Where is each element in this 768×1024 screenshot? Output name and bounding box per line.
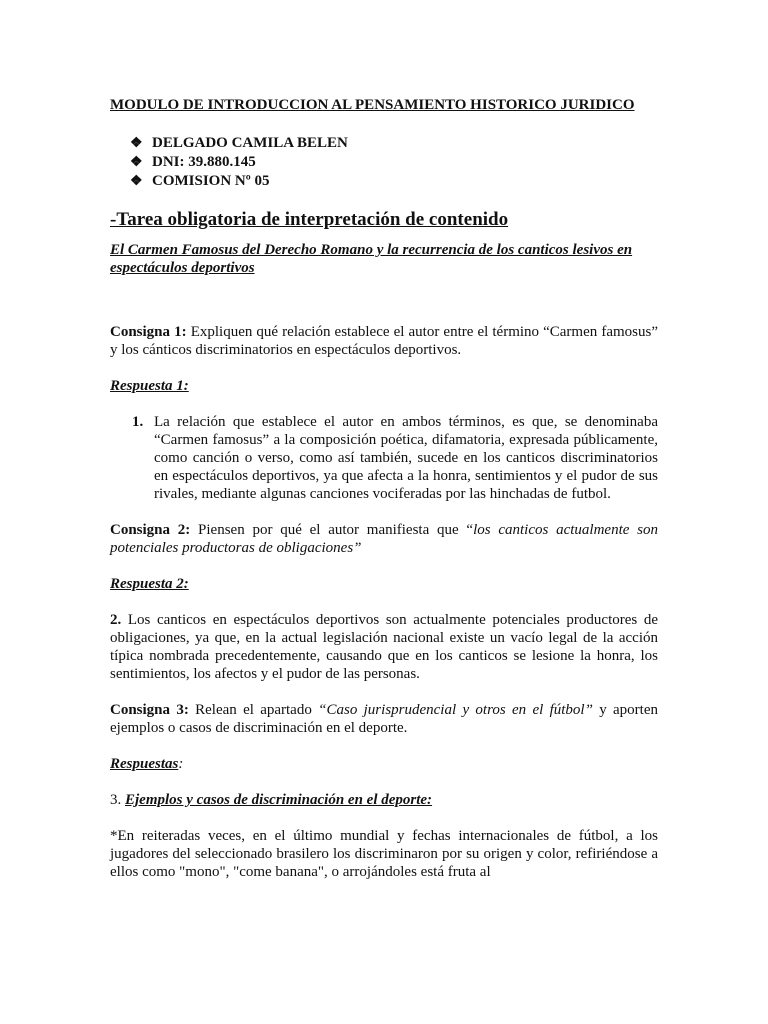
respuestas-colon: : xyxy=(178,756,184,772)
respuesta-2-label: Respuesta 2: xyxy=(110,576,189,592)
consigna-1-label: Consigna 1: xyxy=(110,324,187,340)
student-info-list xyxy=(130,134,658,191)
student-comision-text: COMISION Nº 05 xyxy=(152,173,270,189)
ejemplos-number: 3. xyxy=(110,792,125,808)
respuesta-1 xyxy=(132,413,658,503)
task-subtitle: El Carmen Famosus del Derecho Romano y la recurrencia de los canticos lesivos en espectáculos deportivos xyxy=(110,242,633,276)
student-dni xyxy=(130,153,658,172)
consigna-3-text-before: Relean el apartado xyxy=(188,702,319,718)
ejemplos-title: Ejemplos y casos de discriminación en el deporte: xyxy=(125,792,433,808)
respuesta-2-number: 2. xyxy=(110,612,122,628)
consigna-3-quote: “Caso jurisprudencial y otros en el fútbol” xyxy=(318,702,593,718)
consigna-2 xyxy=(110,521,658,557)
diamond-bullet-icon: ❖ xyxy=(130,136,143,151)
document-content xyxy=(110,96,658,881)
consigna-3 xyxy=(110,701,658,737)
student-comision xyxy=(130,172,658,191)
consigna-1-text: Expliquen qué relación establece el autor entre el término “Carmen famosus” y los cánticos discriminatorios en espectáculos deportivos. xyxy=(110,324,658,358)
respuesta-1-label: Respuesta 1: xyxy=(110,378,189,394)
respuestas-heading xyxy=(110,755,658,773)
ejemplos-heading xyxy=(110,791,658,809)
ejemplo-1: *En reiteradas veces, en el último mundial y fechas internacionales de fútbol, a los jugadores del seleccionado brasilero los discriminaron por su origen y color, refiriéndose a ellos como "mono", "come banana", o arrojándoles está fruta al xyxy=(110,828,658,880)
respuesta-1-text: La relación que establece el autor en ambos términos, es que, se denominaba “Carmen famosus” a la composición poética, difamatoria, expresada públicamente, como canción o verso, como así también, sucede en los canticos discriminatorios en espectáculos deportivos, ya que afecta a la honra, sentimientos y el pudor de sus rivales, mediante algunas canciones vociferadas por las hinchadas de futbol. xyxy=(154,414,658,502)
diamond-bullet-icon: ❖ xyxy=(130,174,143,189)
student-name-text: DELGADO CAMILA BELEN xyxy=(152,135,348,151)
consigna-3-label: Consigna 3: xyxy=(110,702,189,718)
student-name xyxy=(130,134,658,153)
consigna-3-text-after: y aporten ejemplos o casos de discriminación en el deporte. xyxy=(110,702,659,736)
respuesta-2 xyxy=(110,611,658,683)
consigna-2-quote: los canticos actualmente son potenciales productoras de obligaciones” xyxy=(110,522,658,556)
respuesta-2-text: Los canticos en espectáculos deportivos son actualmente potenciales productores de obligaciones, ya que, en la actual legislación nacional existe un vacío legal de la acción típica nombrada precedentemente, causando que en los canticos se lesione la honra, los sentimientos, los afectos y el pudor de las personas. xyxy=(110,612,658,682)
consigna-2-label: Consigna 2: xyxy=(110,522,191,538)
consigna-1 xyxy=(110,323,658,359)
student-dni-text: DNI: 39.880.145 xyxy=(152,154,256,170)
document-title: MODULO DE INTRODUCCION AL PENSAMIENTO HISTORICO JURIDICO xyxy=(110,97,635,113)
consigna-2-text: Piensen por qué el autor manifiesta que “ xyxy=(190,522,474,538)
respuesta-1-number: 1. xyxy=(132,414,144,430)
task-heading: -Tarea obligatoria de interpretación de contenido xyxy=(110,209,509,230)
diamond-bullet-icon: ❖ xyxy=(130,155,143,170)
respuestas-label: Respuestas xyxy=(110,756,179,772)
